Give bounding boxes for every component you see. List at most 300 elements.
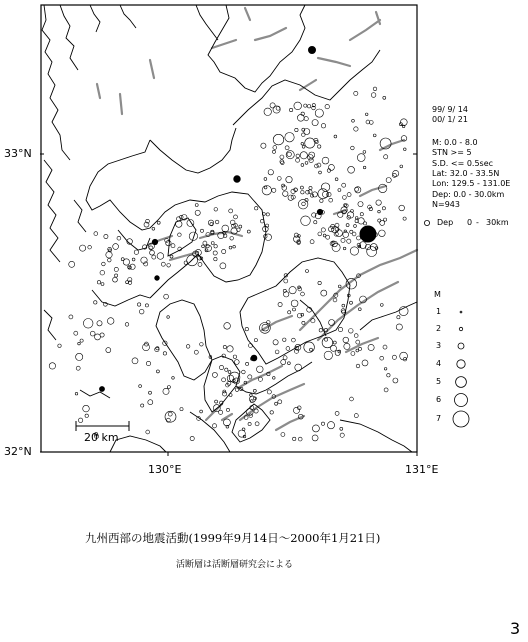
- epicenter: [298, 437, 302, 441]
- epicenter: [384, 388, 388, 392]
- epicenter: [320, 199, 323, 202]
- epicenter: [302, 321, 305, 324]
- epicenter: [211, 242, 214, 245]
- epicenter: [335, 411, 339, 415]
- epicenter: [85, 414, 88, 417]
- depth-legend-symbol: [424, 220, 429, 225]
- epicenter: [80, 339, 83, 342]
- epicenter: [186, 345, 190, 349]
- epicenter: [101, 283, 104, 286]
- epicenter: [222, 225, 229, 232]
- epicenter: [83, 405, 90, 412]
- epicenter: [145, 304, 148, 307]
- epicenter: [322, 157, 329, 164]
- epicenter: [309, 186, 312, 189]
- epicenter: [115, 274, 118, 277]
- epicenter: [268, 170, 273, 175]
- epicenter: [356, 340, 360, 344]
- epicenter: [350, 247, 358, 255]
- epicenter: [284, 292, 289, 297]
- epicenter: [301, 191, 304, 194]
- epicenter: [167, 264, 171, 268]
- earthquake-epicenters: [49, 47, 408, 442]
- epicenter: [301, 164, 304, 167]
- epicenter: [285, 146, 289, 150]
- epicenter: [90, 331, 95, 336]
- epicenter: [362, 360, 368, 366]
- epicenter: [386, 178, 391, 183]
- axis-ticks: [40, 154, 417, 456]
- epicenter: [107, 318, 114, 325]
- epicenter: [273, 377, 276, 380]
- epicenter: [278, 302, 282, 306]
- epicenter: [286, 347, 290, 351]
- epicenter: [143, 344, 150, 351]
- epicenter: [300, 186, 303, 189]
- magnitude-symbol-5: [456, 377, 467, 388]
- epicenter-dense: [100, 387, 105, 392]
- epicenter: [380, 220, 385, 225]
- magnitude-label-3: 3: [436, 341, 442, 350]
- epicenter: [338, 327, 342, 331]
- fault-segment: [245, 8, 250, 20]
- epicenter: [400, 165, 403, 168]
- info-latitude-range: Lat: 32.0 - 33.5N: [432, 169, 500, 179]
- epicenter: [306, 270, 309, 273]
- epicenter: [336, 230, 343, 237]
- fault-segment: [120, 94, 122, 114]
- epicenter: [266, 213, 269, 216]
- epicenter: [347, 193, 351, 197]
- epicenter: [114, 267, 118, 271]
- epicenter: [273, 340, 278, 345]
- epicenter: [164, 294, 169, 299]
- epicenter: [331, 345, 337, 351]
- epicenter: [172, 377, 175, 380]
- epicenter: [255, 207, 258, 210]
- epicenter: [289, 287, 296, 294]
- epicenter: [347, 239, 351, 243]
- epicenter: [257, 366, 264, 373]
- epicenter: [297, 114, 304, 121]
- coastline-segment: [90, 5, 100, 32]
- epicenter: [376, 200, 381, 205]
- epicenter: [283, 356, 287, 360]
- epicenter: [341, 309, 345, 313]
- epicenter: [300, 152, 307, 159]
- epicenter: [194, 350, 198, 354]
- epicenter: [213, 251, 217, 255]
- info-event-count: N=943: [432, 200, 460, 210]
- epicenter: [220, 263, 226, 269]
- epicenter: [333, 298, 337, 302]
- epicenter: [229, 246, 232, 249]
- coastline-segment: [44, 310, 56, 340]
- epicenter: [301, 216, 311, 226]
- epicenter: [242, 370, 246, 374]
- epicenter: [357, 154, 365, 162]
- epicenter: [264, 178, 267, 181]
- epicenter: [224, 323, 231, 330]
- epicenter: [94, 301, 97, 304]
- epicenter: [343, 337, 349, 343]
- epicenter: [261, 143, 266, 148]
- epicenter: [281, 433, 285, 437]
- epicenter: [226, 408, 229, 411]
- epicenter: [335, 178, 338, 181]
- epicenter: [132, 258, 135, 261]
- epicenter: [176, 221, 182, 227]
- epicenter: [214, 245, 217, 248]
- magnitude-symbol-4: [457, 360, 465, 368]
- magnitude-label-2: 2: [436, 324, 442, 333]
- epicenter: [314, 221, 317, 224]
- epicenter: [69, 261, 75, 267]
- epicenter: [281, 360, 286, 365]
- epicenter: [352, 232, 356, 236]
- epicenter: [329, 226, 334, 231]
- magnitude-symbol-1: [460, 311, 462, 313]
- coastline-segment: [86, 140, 266, 298]
- epicenter: [163, 352, 166, 355]
- epicenter-dense: [251, 355, 257, 361]
- epicenter: [338, 189, 341, 192]
- epicenter: [187, 220, 194, 227]
- epicenter: [180, 408, 183, 411]
- epicenter: [94, 232, 98, 236]
- epicenter: [350, 397, 354, 401]
- epicenter: [373, 134, 376, 137]
- epicenter: [234, 215, 238, 219]
- epicenter: [327, 422, 334, 429]
- epicenter: [352, 119, 355, 122]
- epicenter: [260, 219, 264, 223]
- epicenter: [255, 422, 259, 426]
- epicenter: [275, 350, 279, 354]
- epicenter: [195, 210, 200, 215]
- epicenter: [400, 119, 407, 126]
- coastline-segment: [340, 420, 412, 452]
- epicenter: [227, 346, 233, 352]
- info-start-date: 99/ 9/ 14: [432, 105, 468, 114]
- epicenter: [246, 362, 249, 365]
- lat-label-north: 33°N: [4, 147, 32, 160]
- epicenter: [280, 160, 284, 164]
- epicenter: [321, 228, 325, 232]
- magnitude-symbol-6: [455, 394, 468, 407]
- epicenter: [327, 192, 331, 196]
- epicenter: [304, 117, 308, 121]
- fault-segment: [350, 20, 380, 40]
- epicenter: [157, 253, 164, 260]
- epicenter: [163, 388, 169, 394]
- coastline-segment: [360, 302, 417, 330]
- epicenter-dense: [234, 176, 240, 182]
- scale-bar-label: 20 km: [84, 431, 119, 444]
- epicenter: [304, 342, 315, 353]
- coastline-segment: [156, 300, 212, 380]
- epicenter: [321, 422, 324, 425]
- fault-segment: [97, 84, 100, 98]
- epicenter: [203, 241, 207, 245]
- epicenter: [267, 390, 271, 394]
- epicenter: [310, 240, 314, 244]
- magnitude-symbol-3: [458, 343, 464, 349]
- magnitude-label-4: 4: [436, 359, 442, 368]
- epicenter: [49, 363, 55, 369]
- lat-label-south: 32°N: [4, 445, 32, 458]
- epicenter: [355, 217, 358, 220]
- epicenter: [403, 217, 406, 220]
- epicenter: [312, 425, 319, 432]
- epicenter: [280, 155, 284, 159]
- epicenter: [95, 334, 101, 340]
- epicenter: [298, 199, 308, 209]
- epicenter: [329, 320, 335, 326]
- epicenter: [365, 113, 368, 116]
- epicenter: [152, 255, 156, 259]
- depth-legend-label: Dep: [437, 218, 454, 227]
- coastline-segment: [196, 5, 218, 40]
- epicenter: [141, 404, 144, 407]
- epicenter: [298, 287, 302, 291]
- epicenter: [315, 164, 319, 168]
- epicenter: [354, 414, 358, 418]
- epicenter: [130, 264, 135, 269]
- epicenter: [348, 166, 355, 173]
- epicenter: [132, 358, 138, 364]
- epicenter: [225, 368, 228, 371]
- epicenter: [157, 221, 160, 224]
- epicenter: [318, 281, 321, 284]
- epicenter: [382, 207, 385, 210]
- epicenter: [277, 177, 281, 181]
- epicenter: [223, 419, 230, 426]
- magnitude-label-5: 5: [436, 377, 442, 386]
- epicenter: [343, 196, 347, 200]
- epicenter: [200, 410, 203, 413]
- epicenter: [354, 91, 358, 95]
- fault-segment: [300, 80, 316, 90]
- epicenter: [296, 154, 300, 158]
- epicenter: [312, 120, 318, 126]
- epicenter: [100, 270, 105, 275]
- info-longitude-range: Lon: 129.5 - 131.0E: [432, 179, 511, 189]
- epicenter: [302, 202, 306, 206]
- epicenter: [358, 202, 363, 207]
- epicenter: [214, 257, 217, 260]
- epicenter: [113, 277, 118, 282]
- fault-segment: [200, 232, 242, 238]
- epicenter: [273, 134, 284, 145]
- epicenter: [335, 223, 339, 227]
- epicenter: [284, 279, 288, 283]
- epicenter: [205, 245, 211, 251]
- epicenter: [302, 145, 305, 148]
- epicenter: [351, 352, 355, 356]
- epicenter: [329, 198, 333, 202]
- epicenter: [215, 400, 218, 403]
- epicenter: [276, 106, 280, 110]
- epicenter: [104, 234, 108, 238]
- epicenter: [304, 104, 307, 107]
- epicenter: [399, 205, 405, 211]
- epicenter: [400, 352, 408, 360]
- epicenter: [167, 386, 170, 389]
- epicenter: [301, 142, 304, 145]
- epicenter: [286, 176, 292, 182]
- epicenter: [288, 195, 293, 200]
- epicenter: [296, 158, 300, 162]
- epicenter: [75, 392, 78, 395]
- epicenter: [146, 430, 150, 434]
- epicenter: [289, 108, 292, 111]
- info-standard-deviation: S.D. <= 0.5sec: [432, 158, 494, 168]
- magnitude-symbol-7: [453, 411, 469, 427]
- epicenter: [355, 187, 359, 191]
- epicenter: [108, 258, 112, 262]
- epicenter: [357, 236, 361, 240]
- epicenter: [342, 183, 346, 187]
- epicenter: [229, 394, 232, 397]
- epicenter: [229, 209, 233, 213]
- epicenter: [340, 427, 343, 430]
- epicenter: [363, 151, 366, 154]
- info-station-count: STN >= 5: [432, 148, 472, 158]
- epicenter: [378, 210, 381, 213]
- epicenter: [321, 290, 327, 296]
- epicenter: [292, 338, 296, 342]
- epicenter: [248, 375, 252, 379]
- epicenter: [272, 150, 275, 153]
- epicenter: [367, 247, 377, 257]
- epicenter: [291, 300, 298, 307]
- epicenter: [363, 222, 366, 225]
- epicenter: [404, 148, 407, 151]
- epicenter: [324, 351, 332, 359]
- epicenter: [393, 378, 398, 383]
- depth-legend-dash: -: [476, 218, 479, 227]
- epicenter: [78, 418, 82, 422]
- epicenter: [346, 224, 349, 227]
- epicenter: [315, 140, 318, 143]
- epicenter: [200, 343, 204, 347]
- epicenter: [223, 345, 226, 348]
- epicenter: [278, 400, 282, 404]
- epicenter: [198, 262, 202, 266]
- epicenter: [168, 412, 172, 416]
- epicenter: [228, 371, 231, 374]
- coastline-segment: [74, 200, 86, 232]
- epicenter: [167, 316, 170, 319]
- epicenter: [146, 361, 150, 365]
- epicenter: [295, 364, 302, 371]
- epicenter: [102, 262, 106, 266]
- coastline-segment: [208, 5, 305, 92]
- epicenter: [288, 362, 291, 365]
- epicenter: [328, 164, 334, 170]
- fault-segment: [318, 282, 398, 340]
- epicenter: [212, 372, 217, 377]
- coastline-segment: [233, 50, 380, 125]
- epicenter: [270, 411, 273, 414]
- epicenter: [392, 355, 396, 359]
- epicenter-dense: [317, 209, 322, 214]
- epicenter: [356, 349, 359, 352]
- epicenter: [293, 407, 299, 413]
- fault-segment: [150, 60, 154, 78]
- epicenter: [356, 364, 360, 368]
- depth-legend-from: 0: [467, 218, 473, 227]
- epicenter: [222, 378, 226, 382]
- epicenter: [343, 247, 346, 250]
- epicenter: [318, 232, 322, 236]
- info-depth-range: Dep: 0.0 - 30.0km: [432, 189, 505, 199]
- epicenter: [287, 152, 291, 156]
- epicenter: [360, 213, 363, 216]
- epicenter: [333, 341, 336, 344]
- epicenter: [139, 309, 144, 314]
- epicenter: [161, 262, 165, 266]
- magnitude-legend-symbols: [453, 311, 469, 427]
- epicenter: [150, 250, 155, 255]
- epicenter: [354, 225, 357, 228]
- epicenter: [200, 229, 203, 232]
- epicenter: [325, 338, 328, 341]
- page-number: 3: [510, 619, 521, 638]
- epicenter: [76, 353, 83, 360]
- epicenter-dense: [152, 239, 157, 244]
- epicenter: [270, 103, 275, 108]
- epicenter: [332, 243, 340, 251]
- coastline-segment: [42, 5, 70, 160]
- epicenter: [321, 124, 325, 128]
- epicenter: [258, 377, 262, 381]
- epicenter: [318, 145, 321, 148]
- magnitude-label-7: 7: [436, 414, 442, 423]
- epicenter: [312, 435, 318, 441]
- magnitude-symbol-2: [459, 327, 462, 330]
- epicenter: [304, 129, 310, 135]
- epicenter: [384, 155, 388, 159]
- epicenter: [342, 304, 345, 307]
- epicenter: [149, 391, 152, 394]
- epicenter: [264, 186, 267, 189]
- epicenter: [341, 238, 345, 242]
- coastline-segment: [60, 5, 78, 70]
- epicenter: [334, 135, 337, 138]
- epicenter: [311, 319, 315, 323]
- epicenter: [354, 127, 358, 131]
- coastline-segment: [118, 230, 150, 250]
- epicenter: [340, 433, 344, 437]
- epicenter: [83, 319, 93, 329]
- epicenter: [317, 163, 321, 167]
- epicenter-cluster-main: [360, 226, 376, 242]
- coastline-segment: [92, 290, 150, 306]
- epicenter: [245, 327, 248, 330]
- epicenter: [88, 245, 92, 249]
- epicenter: [58, 344, 61, 347]
- epicenter: [219, 365, 223, 369]
- epicenter: [238, 430, 245, 437]
- epicenter: [293, 437, 296, 440]
- epicenter: [354, 334, 358, 338]
- epicenter: [222, 249, 226, 253]
- epicenter: [288, 311, 291, 314]
- epicenter: [384, 368, 387, 371]
- epicenter: [344, 343, 350, 349]
